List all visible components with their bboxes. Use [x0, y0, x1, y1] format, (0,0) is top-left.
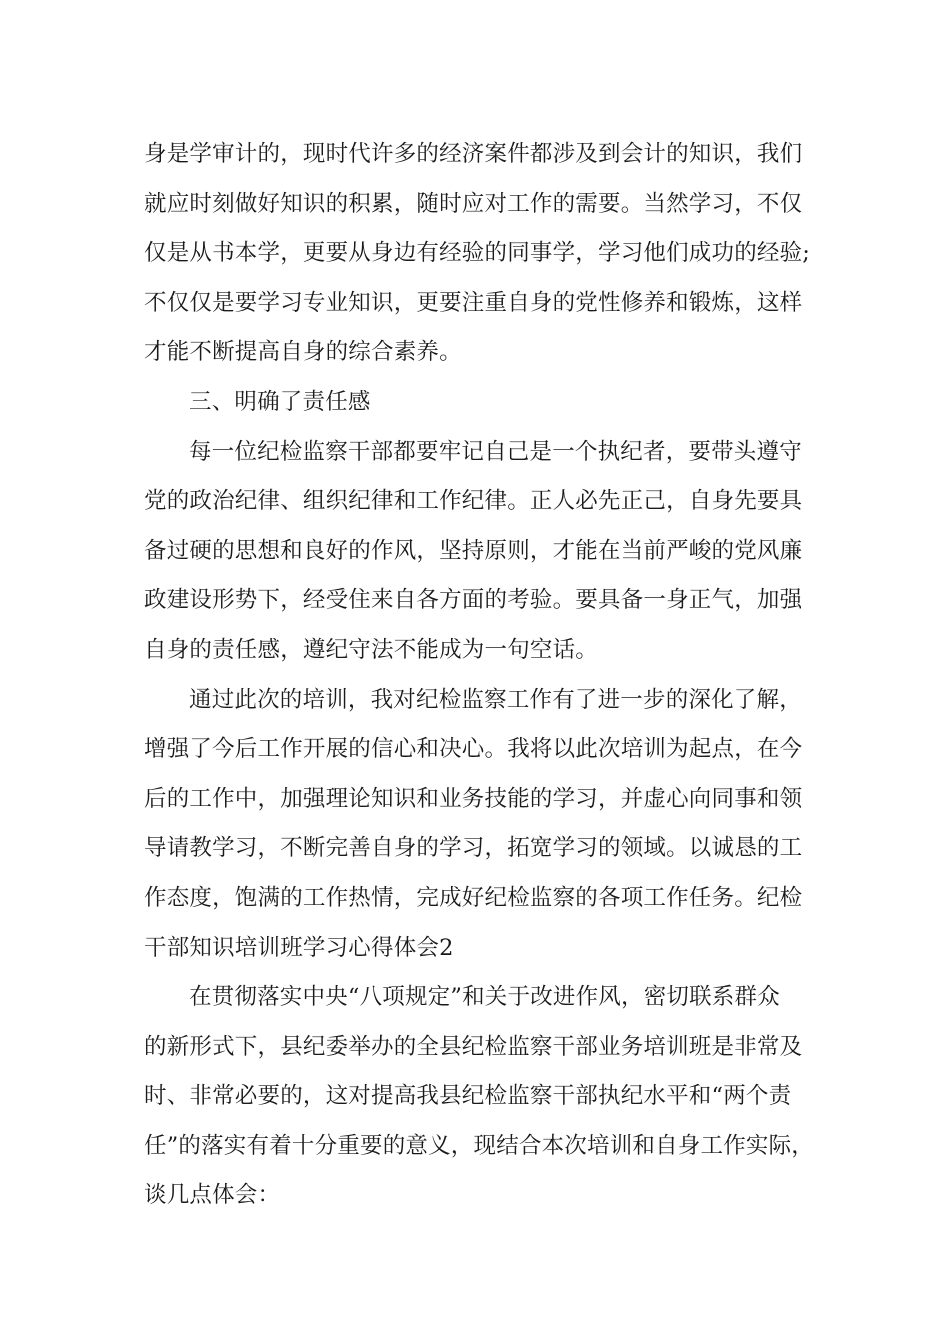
text-line: 自身的责任感，遵纪守法不能成为一句空话。: [144, 636, 599, 663]
text-line: 每一位纪检监察干部都要牢记自己是一个执纪者，要带头遵守: [189, 438, 802, 465]
document-body: [144, 130, 826, 1221]
text-line: 增强了今后工作开展的信心和决心。我将以此次培训为起点，在今: [144, 736, 803, 763]
text-line: 不仅仅是要学习专业知识，更要注重自身的党性修养和锻炼，这样: [144, 289, 803, 316]
text-line: 政建设形势下，经受住来自各方面的考验。要具备一身正气，加强: [144, 587, 803, 614]
text-line: 时、非常必要的，这对提高我县纪检监察干部执纪水平和“两个责: [144, 1083, 792, 1110]
text-line: 备过硬的思想和良好的作风，坚持原则，才能在当前严峻的党风廉: [144, 537, 803, 564]
section-heading: 三、明确了责任感: [189, 388, 371, 415]
text-line: 党的政治纪律、组织纪律和工作纪律。正人必先正己，自身先要具: [144, 488, 803, 515]
text-line: 才能不断提高自身的综合素养。: [144, 339, 462, 366]
text-line: 身是学审计的，现时代许多的经济案件都涉及到会计的知识，我们: [144, 141, 803, 167]
document-title: 干部知识培训班学习心得体会2: [144, 934, 454, 961]
text-line: 导请教学习，不断完善自身的学习，拓宽学习的领域。以诚恳的工: [144, 835, 803, 862]
text-line: 的新形式下，县纪委举办的全县纪检监察干部业务培训班是非常及: [144, 1033, 803, 1060]
text-line: 仅是从书本学，更要从身边有经验的同事学，学习他们成功的经验;: [144, 240, 811, 267]
text-line: 作态度，饱满的工作热情，完成好纪检监察的各项工作任务。纪检: [144, 884, 803, 911]
text-line: 就应时刻做好知识的积累，随时应对工作的需要。当然学习，不仅: [144, 190, 803, 217]
text-line: 在贯彻落实中央“八项规定”和关于改进作风，密切联系群众: [189, 984, 780, 1011]
text-line: 任”的落实有着十分重要的意义，现结合本次培训和自身工作实际，: [144, 1132, 815, 1159]
text-line: 后的工作中，加强理论知识和业务技能的学习，并虚心向同事和领: [144, 785, 803, 812]
text-line: 通过此次的培训，我对纪检监察工作有了进一步的深化了解，: [189, 686, 802, 713]
text-line: 谈几点体会：: [144, 1182, 281, 1209]
